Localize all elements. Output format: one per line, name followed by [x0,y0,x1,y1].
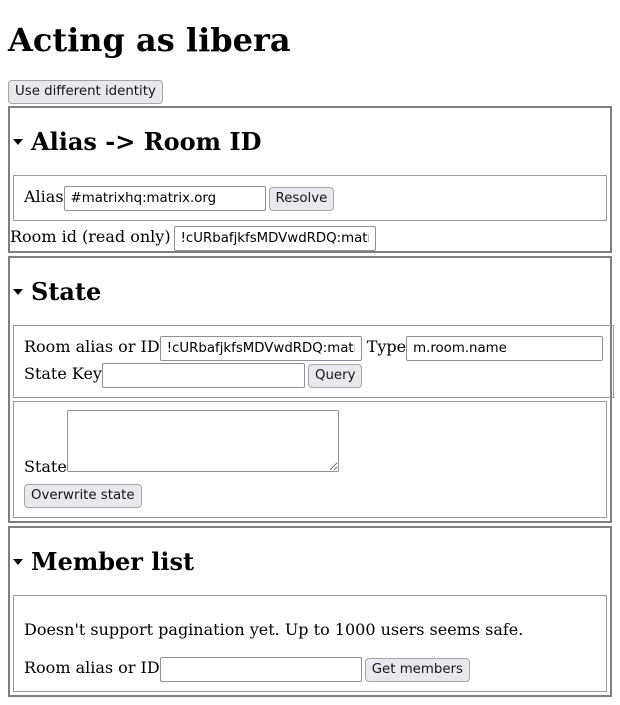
alias-room-id-summary[interactable] [10,108,610,175]
resolve-button[interactable]: Resolve [269,187,335,211]
state-textarea[interactable] [67,410,339,472]
triangle-down-icon [13,559,23,565]
member-room-row [24,655,596,682]
query-button[interactable]: Query [308,364,363,388]
alias-room-id-section [8,106,612,253]
identity-toolbar [8,80,612,104]
room-id-input[interactable] [174,226,376,251]
triangle-down-icon [13,139,23,145]
member-list-section [8,526,612,697]
state-room-row [24,334,603,361]
state-room-input[interactable] [160,336,362,361]
state-type-input[interactable] [406,336,603,361]
page-title: Acting as libera [8,21,291,59]
state-type-label: Type [366,337,407,356]
use-different-identity-button[interactable]: Use different identity [8,80,163,104]
alias-input[interactable] [64,186,266,211]
state-key-label: State Key [24,364,102,383]
state-edit-fieldset [13,401,607,518]
state-query-fieldset [13,325,614,398]
room-id-label: Room id (read only) [10,227,171,246]
state-heading: State [31,277,102,306]
member-list-summary[interactable] [10,528,610,595]
alias-fieldset [13,175,607,221]
state-label: State [24,457,67,476]
member-list-fieldset [13,595,607,692]
state-textarea-row [24,410,596,479]
overwrite-state-row [24,482,596,508]
room-id-row [10,224,610,251]
state-key-row [24,361,603,388]
state-key-input[interactable] [102,363,305,388]
state-summary[interactable] [10,258,610,325]
pagination-note: Doesn't support pagination yet. Up to 1000 users seems safe. [24,620,524,639]
alias-label: Alias [24,187,64,206]
state-room-label: Room alias or ID [24,337,160,356]
member-list-heading: Member list [31,547,195,576]
overwrite-state-button[interactable]: Overwrite state [24,484,142,508]
member-room-input[interactable] [160,657,362,682]
alias-row [24,184,596,211]
member-room-label: Room alias or ID [24,658,160,677]
state-section [8,256,612,523]
alias-room-id-heading: Alias -> Room ID [31,127,262,156]
get-members-button[interactable]: Get members [365,658,470,682]
triangle-down-icon [13,289,23,295]
